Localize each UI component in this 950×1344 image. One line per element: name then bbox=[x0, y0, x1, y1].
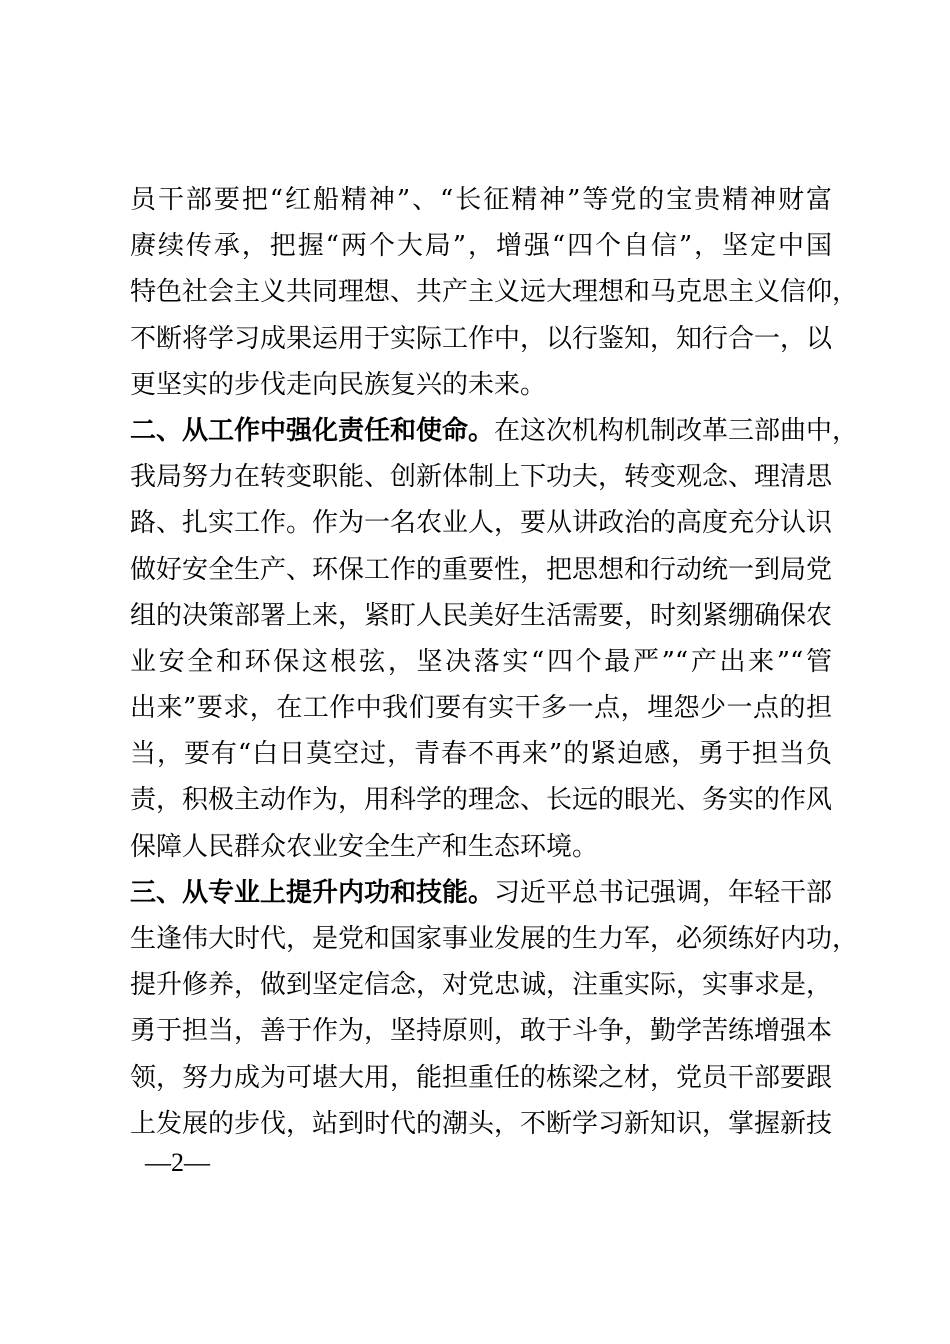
text-line bbox=[130, 316, 832, 362]
text-line bbox=[130, 1055, 832, 1101]
text-line bbox=[130, 362, 832, 408]
line-text: 出来”要求，在工作中我们要有实干多一点，埋怨少一点的担 bbox=[130, 693, 832, 724]
text-line bbox=[130, 870, 832, 916]
text-line bbox=[130, 177, 832, 223]
document-body bbox=[130, 177, 859, 1147]
line-text: 赓续传承，把握“两个大局”，增强“四个自信”，坚定中国 bbox=[130, 231, 832, 262]
line-text: 更坚实的步伐走向民族复兴的未来。 bbox=[130, 369, 547, 400]
text-line bbox=[130, 731, 832, 777]
line-text: 生逢伟大时代，是党和国家事业发展的生力军，必须练好内功， bbox=[130, 924, 859, 954]
line-text: 勇于担当，善于作为，坚持原则，敢于斗争，勤学苦练增强本 bbox=[130, 1016, 833, 1047]
text-line bbox=[130, 269, 859, 315]
line-text: 当，要有“白日莫空过，青春不再来”的紧迫感，勇于担当负 bbox=[130, 739, 832, 770]
section-heading: 三、从专业上提升内功和技能。 bbox=[130, 877, 495, 908]
line-text: 特色社会主义共同理想、共产主义远大理想和马克思主义信仰， bbox=[130, 277, 859, 308]
line-text: 业安全和环保这根弦，坚决落实“四个最严”“产出来”“管 bbox=[130, 646, 832, 677]
text-line bbox=[130, 223, 832, 269]
line-text: 我局努力在转变职能、创新体制上下功夫，转变观念、理清思 bbox=[130, 462, 833, 493]
line-text: 上发展的步伐，站到时代的潮头，不断学习新知识，掌握新技 bbox=[130, 1108, 833, 1139]
text-line bbox=[130, 824, 832, 870]
text-line bbox=[130, 1101, 832, 1147]
text-line bbox=[130, 454, 832, 500]
line-text: 在这次机构机制改革三部曲中， bbox=[494, 415, 859, 446]
line-text: 保障人民群众农业安全生产和生态环境。 bbox=[130, 831, 599, 862]
line-text: 不断将学习成果运用于实际工作中，以行鉴知，知行合一，以 bbox=[130, 323, 833, 354]
text-line bbox=[130, 1008, 832, 1054]
text-line bbox=[130, 962, 832, 1008]
text-line bbox=[130, 593, 832, 639]
line-text: 领，努力成为可堪大用，能担重任的栋梁之材，党员干部要跟 bbox=[130, 1062, 833, 1093]
text-line bbox=[130, 639, 832, 685]
text-line bbox=[130, 777, 832, 823]
line-text: 责，积极主动作为，用科学的理念、长远的眼光、务实的作风 bbox=[130, 785, 833, 816]
line-text: 员干部要把“红船精神”、“长征精神”等党的宝贵精神财富 bbox=[130, 185, 832, 215]
text-line bbox=[130, 685, 832, 731]
section-heading: 二、从工作中强化责任和使命。 bbox=[130, 415, 495, 446]
page-number: —2— bbox=[145, 1148, 210, 1177]
text-line bbox=[130, 916, 859, 962]
line-text: 组的决策部署上来，紧盯人民美好生活需要，时刻紧绷确保农 bbox=[130, 600, 833, 631]
line-text: 习近平总书记强调，年轻干部 bbox=[494, 877, 833, 908]
text-line bbox=[130, 408, 859, 454]
text-line bbox=[130, 500, 832, 546]
text-line bbox=[130, 547, 832, 593]
line-text: 提升修养，做到坚定信念，对党忠诚，注重实际，实事求是， bbox=[130, 970, 833, 1001]
line-text: 路、扎实工作。作为一名农业人，要从讲政治的高度充分认识 bbox=[130, 508, 833, 539]
line-text: 做好安全生产、环保工作的重要性，把思想和行动统一到局党 bbox=[130, 554, 833, 585]
